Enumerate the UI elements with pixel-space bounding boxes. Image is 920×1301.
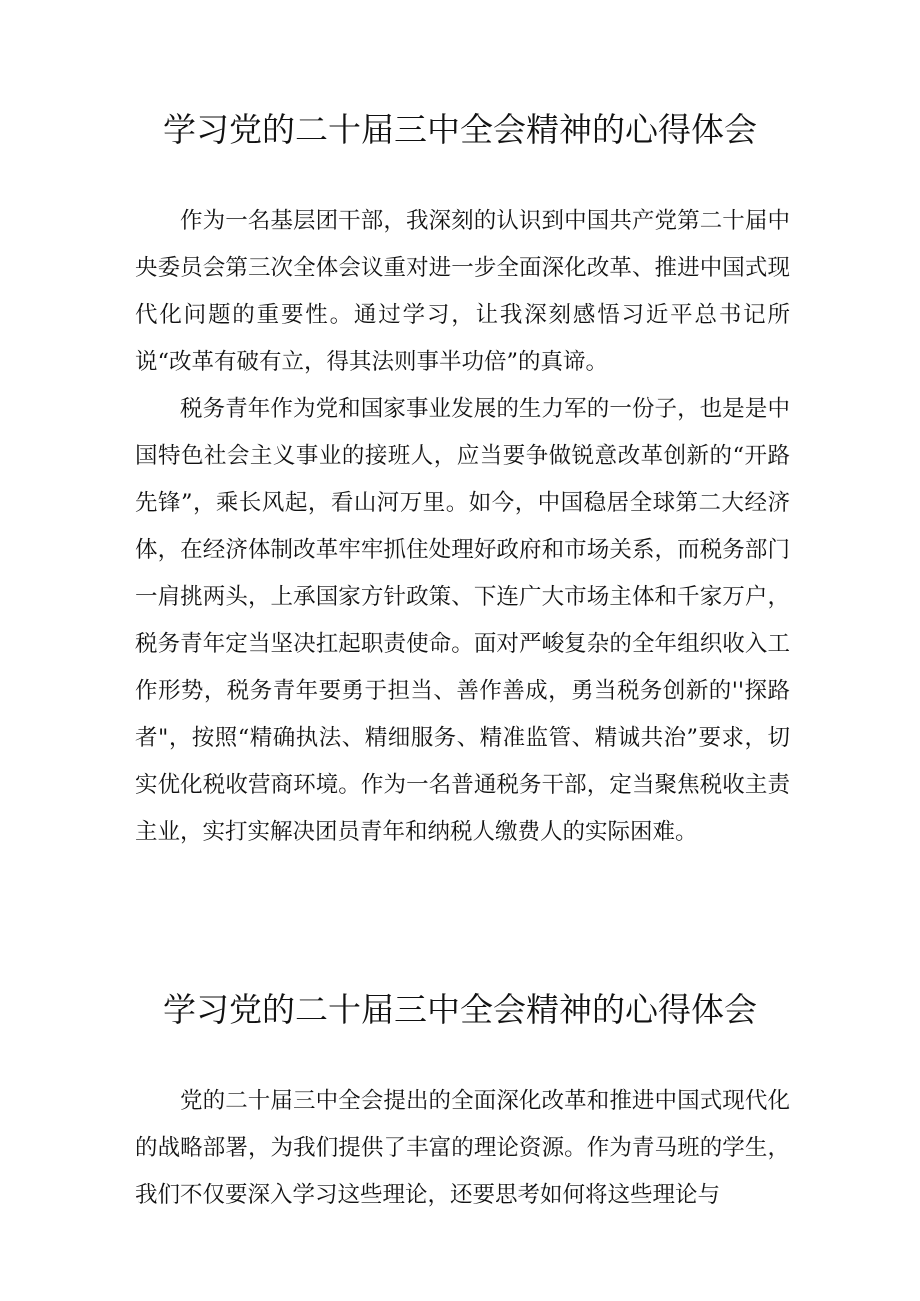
article-body bbox=[135, 1078, 790, 1219]
paragraph: 税务青年作为党和国家事业发展的生力军的一份子，也是是中国特色社会主义事业的接班人，应当要争做锐意改革创新的“开路先锋”，乘长风起，看山河万里。如今，中国稳居全球第二大经济体，在经济体制改革牢牢抓住处理好政府和市场关系，而税务部门一肩挑两头，上承国家方针政策、下连广大市场主体和千家万户，税务青年定当坚决扛起职责使命。面对严峻复杂的全年组织收入工作形势，税务青年要勇于担当、善作善成，勇当税务创新的''探路者"，按照“精确执法、精细服务、精准监管、精诚共治”要求，切实优化税收营商环境。作为一名普通税务干部，定当聚焦税收主责主业，实打实解决团员青年和纳税人缴费人的实际困难。 bbox=[135, 396, 790, 845]
article-section-2 bbox=[0, 985, 920, 1208]
paragraph: 党的二十届三中全会提出的全面深化改革和推进中国式现代化的战略部署，为我们提供了丰富的理论资源。作为青马班的学生，我们不仅要深入学习这些理论，还要思考如何将这些理论与 bbox=[135, 1088, 790, 1208]
article-title: 学习党的二十届三中全会精神的心得体会 bbox=[163, 110, 757, 149]
article-section-1 bbox=[0, 105, 920, 845]
article-title: 学习党的二十届三中全会精神的心得体会 bbox=[163, 990, 757, 1029]
article-body bbox=[135, 198, 790, 856]
paragraph: 作为一名基层团干部，我深刻的认识到中国共产党第二十届中央委员会第三次全体会议重对进一步全面深化改革、推进中国式现代化问题的重要性。通过学习，让我深刻感悟习近平总书记所说“改革有破有立，得其法则事半功倍”的真谛。 bbox=[135, 208, 790, 375]
